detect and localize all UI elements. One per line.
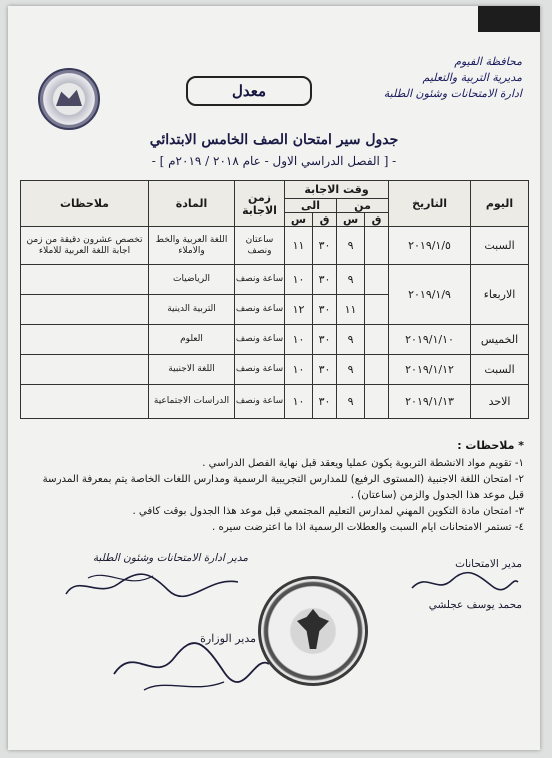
header-line-3: ادارة الامتحانات وشئون الطلبة bbox=[383, 87, 522, 100]
cell-to-hour: ١٠ bbox=[285, 325, 313, 355]
header-line-2: مديرية التربية والتعليم bbox=[422, 71, 522, 84]
cell-from-min bbox=[365, 227, 389, 265]
cell-to-min: ٣٠ bbox=[313, 325, 337, 355]
ministry-logo bbox=[38, 68, 100, 130]
cell-from-hour: ٩ bbox=[337, 227, 365, 265]
cell-from-min bbox=[365, 355, 389, 385]
header-line-1: محافظة الفيوم bbox=[454, 55, 522, 68]
header-notes: ملاحظات bbox=[21, 181, 149, 227]
cell-subject: اللغة العربية والخط والاملاء bbox=[149, 227, 235, 265]
ministry-header bbox=[352, 54, 522, 102]
exams-director-signature-block bbox=[372, 558, 522, 611]
cell-subject: اللغة الاجنبية bbox=[149, 355, 235, 385]
cell-date: ٢٠١٩/١/١٠ bbox=[389, 325, 471, 355]
header-to: الى bbox=[285, 199, 337, 213]
cell-duration: ساعة ونصف bbox=[235, 325, 285, 355]
cell-date: ٢٠١٩/١/١٣ bbox=[389, 385, 471, 419]
cell-date: ٢٠١٩/١/٥ bbox=[389, 227, 471, 265]
document-subtitle: - [ الفصل الدراسي الاول - عام ٢٠١٨ / ٢٠١٩م ] - bbox=[151, 154, 397, 168]
cell-to-min: ٣٠ bbox=[313, 265, 337, 295]
cell-date: ٢٠١٩/١/٩ bbox=[389, 265, 471, 325]
table-row bbox=[21, 325, 529, 355]
cell-note bbox=[21, 325, 149, 355]
cell-to-hour: ١٢ bbox=[285, 295, 313, 325]
cell-from-min bbox=[365, 265, 389, 295]
cell-to-min: ٣٠ bbox=[313, 355, 337, 385]
cell-subject: الرياضيات bbox=[149, 265, 235, 295]
header-day: اليوم bbox=[471, 181, 529, 227]
cell-note bbox=[21, 355, 149, 385]
cell-subject: التربية الدينية bbox=[149, 295, 235, 325]
handwritten-signature-icon bbox=[104, 634, 274, 698]
document-title: جدول سير امتحان الصف الخامس الابتدائي bbox=[149, 132, 399, 148]
document-page bbox=[8, 6, 540, 750]
cell-date: ٢٠١٩/١/١٢ bbox=[389, 355, 471, 385]
official-seal bbox=[258, 576, 368, 686]
cell-from-min bbox=[365, 385, 389, 419]
cell-from-hour: ٩ bbox=[337, 385, 365, 419]
header-date: التاريخ bbox=[389, 181, 471, 227]
cell-duration: ساعة ونصف bbox=[235, 295, 285, 325]
note-item: ٣- امتحان مادة التكوين المهني لمدارس التعليم المجتمعي قبل موعد هذا الجدول بوقت كافي . bbox=[132, 506, 524, 517]
header-to-hour: س bbox=[285, 213, 313, 227]
cell-note: تخصص عشرون دقيقة من زمن اجابة اللغة العربية للاملاء bbox=[21, 227, 149, 265]
header-from-hour: س bbox=[337, 213, 365, 227]
admin-director-title: مدير ادارة الامتحانات وشئون الطلبة bbox=[92, 552, 248, 564]
header-duration: زمن الاجابة bbox=[235, 181, 285, 227]
table-row bbox=[21, 385, 529, 419]
cell-subject: العلوم bbox=[149, 325, 235, 355]
cell-note bbox=[21, 295, 149, 325]
cell-day: الاربعاء bbox=[471, 265, 529, 325]
table-row bbox=[21, 227, 529, 265]
cell-duration: ساعة ونصف bbox=[235, 265, 285, 295]
cell-note bbox=[21, 265, 149, 295]
admin-director-signature-block bbox=[48, 552, 248, 607]
cell-day: السبت bbox=[471, 355, 529, 385]
ministry-director-title: مدير الوزارة bbox=[200, 632, 256, 645]
cell-to-min: ٣٠ bbox=[313, 227, 337, 265]
note-item: ٤- تستمر الامتحانات ايام السبت والعطلات الرسمية اذا ما اعترضت سيره . bbox=[212, 522, 524, 533]
cell-from-hour: ٩ bbox=[337, 355, 365, 385]
cell-to-hour: ١١ bbox=[285, 227, 313, 265]
handwritten-signature-icon bbox=[58, 564, 248, 604]
cell-subject: الدراسات الاجتماعية bbox=[149, 385, 235, 419]
exams-director-name: محمد يوسف عجلشي bbox=[428, 599, 522, 611]
cell-from-hour: ٩ bbox=[337, 265, 365, 295]
header-from: من bbox=[337, 199, 389, 213]
cell-to-hour: ١٠ bbox=[285, 385, 313, 419]
cell-from-hour: ٩ bbox=[337, 325, 365, 355]
cell-to-hour: ١٠ bbox=[285, 265, 313, 295]
table-row bbox=[21, 355, 529, 385]
header-to-min: ق bbox=[313, 213, 337, 227]
cell-day: السبت bbox=[471, 227, 529, 265]
header-subject: المادة bbox=[149, 181, 235, 227]
table-row bbox=[21, 265, 529, 295]
cell-day: الاحد bbox=[471, 385, 529, 419]
handwritten-signature-icon bbox=[402, 570, 522, 596]
exam-schedule-table bbox=[20, 180, 529, 419]
exams-director-title: مدير الامتحانات bbox=[455, 558, 522, 570]
cell-to-min: ٣٠ bbox=[313, 295, 337, 325]
cell-to-hour: ١٠ bbox=[285, 355, 313, 385]
cell-from-min bbox=[365, 325, 389, 355]
cell-to-min: ٣٠ bbox=[313, 385, 337, 419]
cell-day: الخميس bbox=[471, 325, 529, 355]
cell-from-min bbox=[365, 295, 389, 325]
header-answer-time: وقت الاجابة bbox=[285, 181, 389, 199]
scan-edge-shadow bbox=[478, 6, 540, 32]
cell-from-hour: ١١ bbox=[337, 295, 365, 325]
cell-duration: ساعة ونصف bbox=[235, 385, 285, 419]
note-item: ٢- امتحان اللغة الاجنبية (المستوى الرفيع) للمدارس التجريبية الرسمية ومدارس اللغات الخاصة يتم بمعرفة المدرسة قبل موعد هذا الجدول والزمن (ساعتان) . bbox=[42, 474, 524, 501]
cell-duration: ساعتان ونصف bbox=[235, 227, 285, 265]
notes-heading: * ملاحظات : bbox=[457, 439, 524, 452]
cell-note bbox=[21, 385, 149, 419]
notes-section bbox=[28, 438, 524, 536]
header-from-min: ق bbox=[365, 213, 389, 227]
cell-duration: ساعة ونصف bbox=[235, 355, 285, 385]
note-item: ١- تقويم مواد الانشطة التربوية يكون عمليا ويعقد قبل نهاية الفصل الدراسي . bbox=[202, 458, 524, 469]
amended-stamp: معدل bbox=[186, 76, 312, 106]
